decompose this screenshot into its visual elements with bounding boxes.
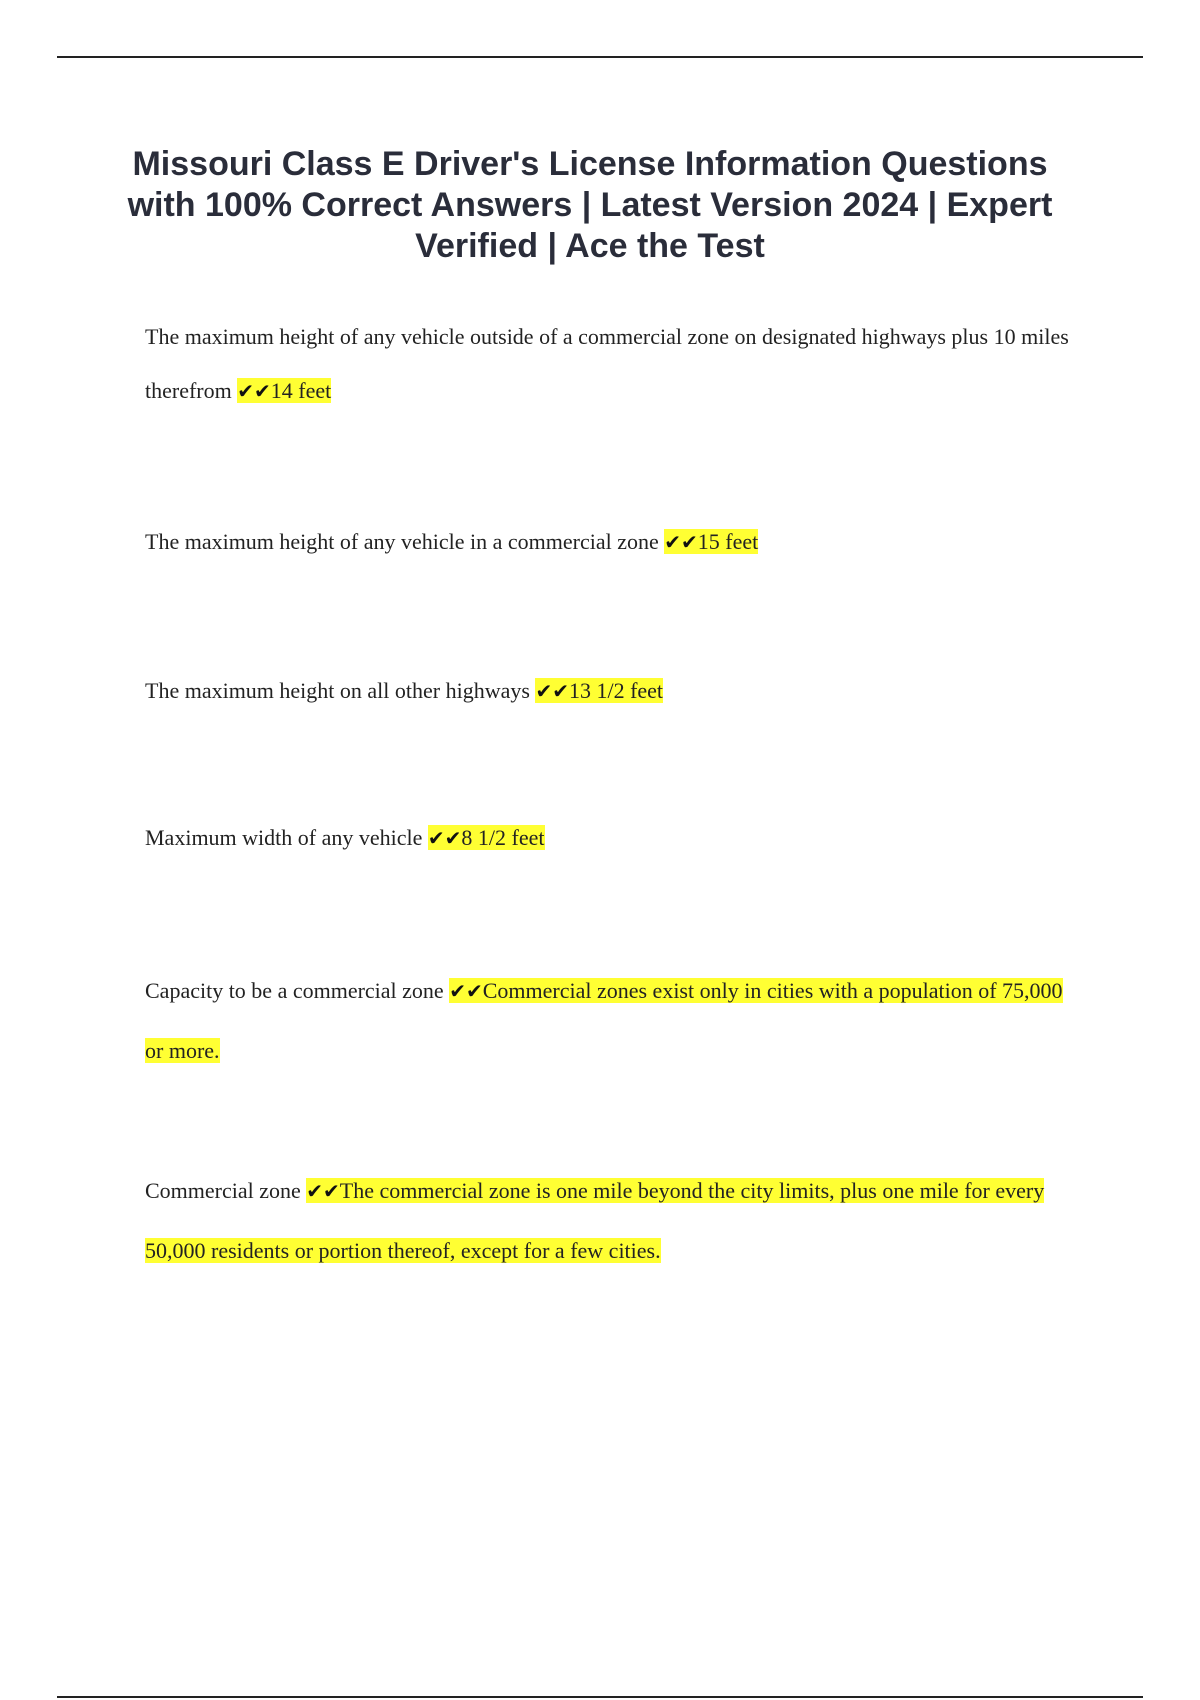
answer-text: 14 feet: [270, 378, 332, 403]
question-text: The maximum height on all other highways: [145, 678, 530, 703]
double-check-icon: ✔✔: [664, 530, 698, 554]
qa-item: [145, 310, 1085, 418]
qa-item: [145, 663, 1085, 719]
qa-item: [145, 810, 1085, 866]
double-check-icon: ✔✔: [427, 826, 462, 850]
answer-highlight: [428, 825, 545, 850]
double-check-icon: ✔✔: [306, 1179, 340, 1203]
double-check-icon: ✔✔: [237, 379, 271, 403]
answer-text: 13 1/2 feet: [568, 678, 664, 703]
answer-text: 8 1/2 feet: [461, 825, 545, 850]
qa-item: [145, 514, 1085, 570]
question-text: The maximum height of any vehicle in a commercial zone: [145, 529, 659, 554]
answer-text: Commercial zones exist only in cities with a population of 75,000 or more.: [145, 978, 1063, 1063]
question-text: Commercial zone: [145, 1178, 301, 1203]
double-check-icon: ✔✔: [449, 979, 483, 1003]
qa-item: [145, 1161, 1085, 1281]
question-text: Maximum width of any vehicle: [145, 825, 423, 850]
question-text: The maximum height of any vehicle outside of a commercial zone on designated highways plus 10 miles therefrom: [145, 324, 1069, 403]
answer-highlight: [535, 678, 663, 703]
answer-text: 15 feet: [697, 529, 759, 554]
bottom-divider: [57, 1696, 1143, 1698]
qa-item: [145, 961, 1085, 1081]
double-check-icon: ✔✔: [535, 679, 569, 703]
answer-text: The commercial zone is one mile beyond the city limits, plus one mile for every 50,000 residents or portion thereof, except for a few cities.: [145, 1178, 1045, 1263]
document-title: Missouri Class E Driver's License Information Questions with 100% Correct Answers | Latest Version 2024 | Expert Verified | Ace the Test: [127, 145, 1053, 265]
answer-highlight: [664, 529, 758, 554]
question-text: Capacity to be a commercial zone: [145, 978, 444, 1003]
top-divider: [57, 56, 1143, 58]
answer-highlight: [237, 378, 331, 403]
